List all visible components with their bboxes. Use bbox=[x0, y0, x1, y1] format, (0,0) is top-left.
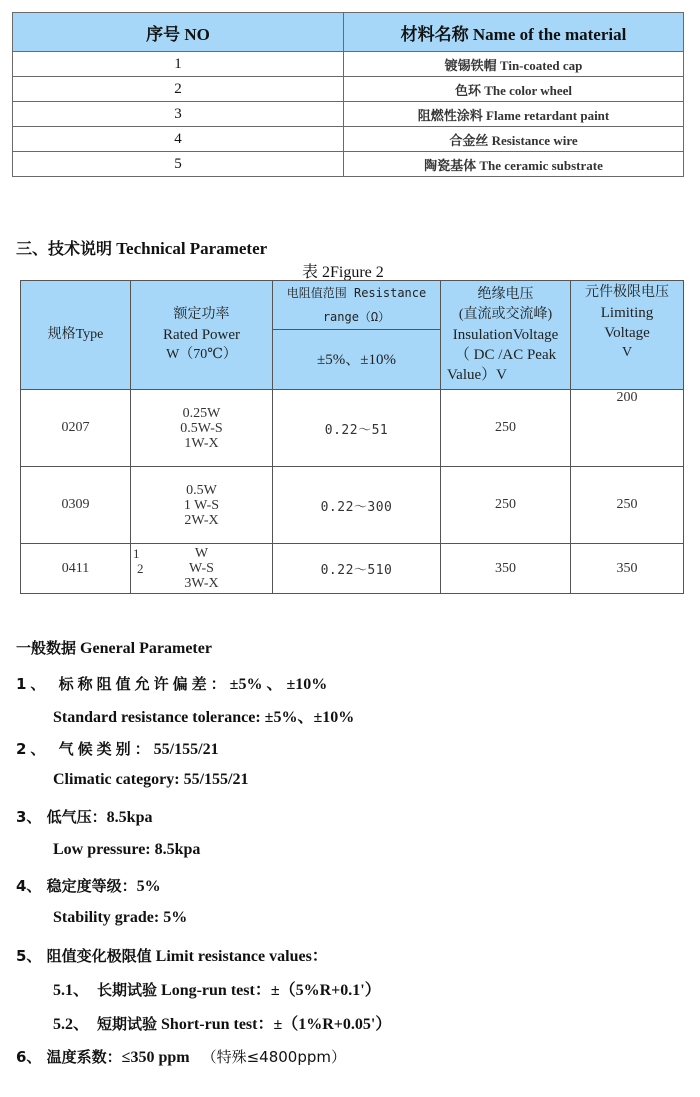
materials-header-row bbox=[13, 13, 684, 52]
general-item-6: 6、 温度系数：≤350 ppm （特殊≤4800ppm） bbox=[16, 1048, 346, 1066]
general-item-5-1: 5.1、 长期试验 Long-run test：±（5%R+0.1'） bbox=[53, 981, 381, 999]
materials-header-name: 材料名称 Name of the material bbox=[344, 13, 684, 52]
general-item-1: 1、 标称阻值允许偏差：±5% 、 ±10% bbox=[16, 675, 328, 693]
insulation-cell: 350 bbox=[441, 544, 571, 594]
power-cell: 0.5W 1 W-S 2W-X bbox=[131, 467, 273, 544]
limiting-cell: 350 bbox=[571, 544, 684, 594]
limiting-cell: 250 bbox=[571, 467, 684, 544]
materials-header-no: 序号 NO bbox=[13, 13, 344, 52]
material-name: 陶瓷基体 The ceramic substrate bbox=[344, 152, 684, 177]
material-name: 合金丝 Resistance wire bbox=[344, 127, 684, 152]
general-item-4-en: Stability grade: 5% bbox=[53, 909, 188, 926]
limiting-cell: 200 bbox=[571, 390, 684, 467]
type-cell: 0309 bbox=[21, 467, 131, 544]
general-item-4: 4、 稳定度等级：5% bbox=[16, 877, 161, 895]
material-no: 3 bbox=[13, 102, 344, 127]
table-row bbox=[13, 102, 684, 127]
type-cell: 0411 bbox=[21, 544, 131, 594]
insulation-cell: 250 bbox=[441, 467, 571, 544]
general-item-3: 3、 低气压：8.5kpa bbox=[16, 808, 153, 826]
type-cell: 0207 bbox=[21, 390, 131, 467]
header-resistance-range: 电阻值范围 Resistance range（Ω） bbox=[273, 281, 441, 330]
material-name: 镀锡铁帽 Tin-coated cap bbox=[344, 52, 684, 77]
table-row bbox=[21, 544, 684, 594]
table-row bbox=[21, 467, 684, 544]
power-index: 1 2 bbox=[133, 546, 144, 576]
technical-table bbox=[20, 280, 684, 594]
general-title: 一般数据 General Parameter bbox=[16, 639, 212, 657]
material-name: 色环 The color wheel bbox=[344, 77, 684, 102]
table-row bbox=[13, 52, 684, 77]
power-cell: 1 2 W W-S 3W-X bbox=[131, 544, 273, 594]
material-no: 5 bbox=[13, 152, 344, 177]
material-no: 2 bbox=[13, 77, 344, 102]
figure-caption: 表 2Figure 2 bbox=[302, 264, 384, 281]
table-row bbox=[21, 390, 684, 467]
header-insulation-voltage: 绝缘电压 (直流或交流峰) InsulationVoltage （ DC /AC Peak Value）V bbox=[441, 281, 571, 390]
general-item-5: 5、 阻值变化极限值 Limit resistance values： bbox=[16, 947, 328, 965]
insulation-cell: 250 bbox=[441, 390, 571, 467]
header-tolerance: ±5%、±10% bbox=[273, 330, 441, 390]
table-row bbox=[13, 152, 684, 177]
header-type: 规格Type bbox=[21, 281, 131, 390]
general-item-5-2: 5.2、 短期试验 Short-run test：±（1%R+0.05'） bbox=[53, 1015, 392, 1033]
tech-header-row bbox=[21, 281, 684, 330]
materials-table bbox=[12, 12, 684, 177]
table-row bbox=[13, 127, 684, 152]
general-item-3-en: Low pressure: 8.5kpa bbox=[53, 841, 201, 858]
range-cell: 0.22～51 bbox=[273, 390, 441, 467]
table-row bbox=[13, 77, 684, 102]
header-limiting-voltage: 元件极限电压 Limiting Voltage V bbox=[571, 281, 684, 390]
power-cell: 0.25W 0.5W-S 1W-X bbox=[131, 390, 273, 467]
technical-section-title: 三、技术说明 Technical Parameter bbox=[16, 239, 268, 258]
material-no: 4 bbox=[13, 127, 344, 152]
material-no: 1 bbox=[13, 52, 344, 77]
range-cell: 0.22～510 bbox=[273, 544, 441, 594]
general-item-1-en: Standard resistance tolerance: ±5%、±10% bbox=[53, 709, 355, 726]
general-item-2-en: Climatic category: 55/155/21 bbox=[53, 771, 249, 788]
material-name: 阻燃性涂料 Flame retardant paint bbox=[344, 102, 684, 127]
general-item-2: 2、 气候类别：55/155/21 bbox=[16, 740, 219, 758]
range-cell: 0.22～300 bbox=[273, 467, 441, 544]
header-rated-power: 额定功率 Rated Power W（70℃） bbox=[131, 281, 273, 390]
